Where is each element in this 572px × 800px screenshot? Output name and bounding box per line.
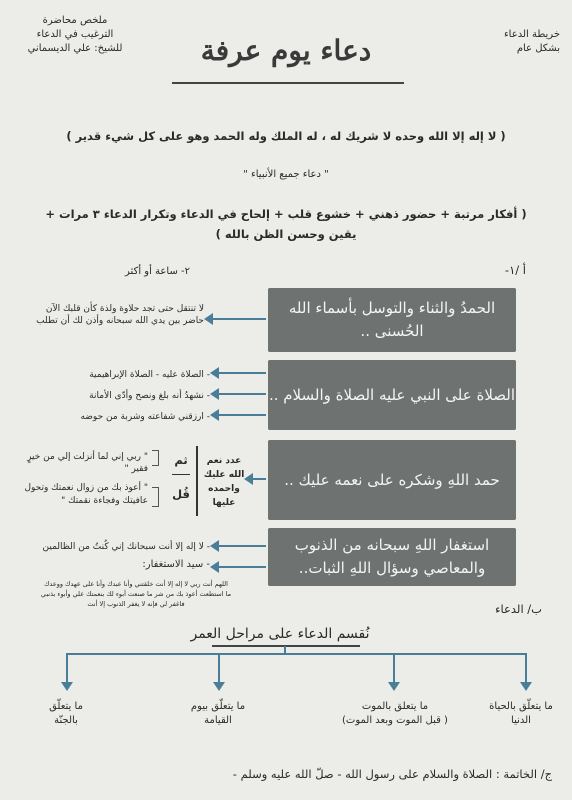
section-b-label: ب/ الدعاء: [495, 602, 542, 616]
praise-box: [268, 288, 516, 352]
arrow-left-icon: [246, 478, 266, 480]
summary-line: ملخص محاضرة: [42, 15, 108, 26]
arrow-left-icon: [212, 566, 266, 568]
salawat-text: الصلاة على النبي عليه الصلاة والسلام ..: [268, 385, 516, 404]
divider: [172, 474, 190, 475]
title-underline: [172, 82, 404, 84]
summary-line: للشيخ: علي الديسماني: [27, 43, 123, 54]
closing-text: ج/ الخاتمة : الصلاة والسلام على رسول الله - صلّ الله عليه وسلم -: [232, 767, 552, 781]
stage-line: ما يتعلق بالموت: [361, 701, 429, 712]
stage-judgement-day: [168, 700, 268, 728]
arrow-left-icon: [212, 393, 266, 395]
then-label: ثم: [174, 453, 188, 467]
arrow-left-icon: [212, 372, 266, 374]
sayyid-istighfar: [16, 579, 256, 609]
map-label: [470, 28, 560, 56]
count-blessings-note: عدد نعم الله عليك واحمده عليها: [203, 456, 245, 508]
note-line: - سيد الاستغفار:: [142, 559, 210, 570]
gratitude-dua-2: " أعوذ بك من زوال نعمتك وتحول عافيتك وفجاءة نقمتك ": [24, 483, 148, 506]
salawat-box: [268, 360, 516, 430]
stage-line: ( قبل الموت وبعد الموت): [342, 715, 448, 726]
sayyid-line: اللهم أنت ربي لا إله إلا أنت خلقتني وأنا عبدك وأنا على عهدك ووعدك: [44, 580, 228, 588]
bracket: [152, 487, 159, 507]
salawat-notes: [20, 365, 210, 428]
note-line: - نشهدُ أنه بلغ ونصح وأدّى الأمانة: [89, 391, 210, 401]
arrow-down-icon: [393, 653, 395, 683]
stage-death: [330, 700, 460, 728]
arrow-down-icon: [66, 653, 68, 683]
arrow-down-icon: [525, 653, 527, 683]
arrow-left-icon: [212, 414, 266, 416]
note-line: لا تنتقل حتى تجد حلاوة ولذة كأن قلبك الآن: [45, 304, 204, 314]
lecture-summary: [20, 14, 130, 56]
page-title: دعاء يوم عرفة: [200, 34, 372, 67]
istighfar-notes: [20, 537, 210, 572]
section-a-label: أ /١-: [504, 263, 526, 277]
duration-label: ٢- ساعة أو أكثر: [125, 266, 190, 277]
heading-underline: [212, 645, 360, 647]
note-line: - الصلاة عليه - الصلاة الإبراهيمية: [89, 370, 210, 380]
istighfar-box: [268, 528, 516, 586]
divider: [196, 446, 198, 516]
stage-line: القيامة: [204, 715, 232, 726]
arrow-left-icon: [206, 318, 266, 320]
summary-line: الترغيب في الدعاء: [36, 29, 114, 40]
gratitude-dua-1: " ربي إني لما أنزلت إلي من خيرٍ فقير ": [27, 452, 148, 474]
stage-line: ما يتعلّق بالحياة: [489, 701, 553, 712]
sayyid-line: ما استطعت أعوذ بك من شر ما صنعت أبوء لك بنعمتك علي وأبوء بذنبي: [40, 590, 232, 598]
tahlil-text: ( لا إله إلا الله وحده لا شريك له ، له الملك وله الحمد وهو على كل شيء قدير ): [66, 129, 506, 143]
tree-bar: [66, 653, 526, 655]
note-line: حاضر بين يدي الله سبحانه وأذن لك أن تطلب: [36, 316, 204, 326]
bracket: [152, 450, 159, 466]
praise-notes: [20, 303, 204, 327]
arrow-down-icon: [218, 653, 220, 683]
istighfar-text: استغفار اللهِ سبحانه من الذنوب والمعاصي وسؤال اللهِ الثبات..: [294, 536, 490, 577]
note-line: - لا إله إلا أنت سبحانك إني كُنتُ من الظالمين: [42, 542, 210, 552]
stage-line: بالجنّة: [54, 715, 78, 726]
map-label-line: خريطة الدعاء: [503, 29, 560, 40]
conditions-line-1: ( أفكار مرتبة + حضور ذهني + خشوع قلب + إلحاح في الدعاء وتكرار الدعاء ٣ مرات +: [45, 207, 527, 221]
stage-line: الدنيا: [511, 715, 531, 726]
conditions-line-2: يقين وحسن الظن بالله ): [215, 227, 357, 241]
gratitude-box: [268, 440, 516, 520]
say-label: قُل: [172, 487, 190, 501]
stage-line: ما يتعلّق: [49, 701, 83, 712]
gratitude-text: حمد اللهِ وشكره على نعمه عليك ..: [284, 470, 500, 489]
arrow-left-icon: [212, 545, 266, 547]
stage-line: ما يتعلّق بيوم: [190, 701, 246, 712]
note-line: - ارزقني شفاعته وشربة من حوضه: [80, 412, 210, 422]
praise-text: الحمدُ والثناء والتوسل بأسماء الله الحُسنى ..: [288, 299, 496, 340]
prophets-text: " دعاء جميع الأنبياء ": [243, 169, 329, 180]
stage-paradise: [20, 700, 112, 728]
stage-worldly-life: [476, 700, 566, 728]
map-label-line: بشكل عام: [516, 43, 560, 54]
sayyid-line: فاغفر لي فإنه لا يغفر الذنوب إلا أنت: [87, 600, 185, 608]
section-b-heading: نُقسم الدعاء على مراحل العمر: [190, 626, 370, 642]
